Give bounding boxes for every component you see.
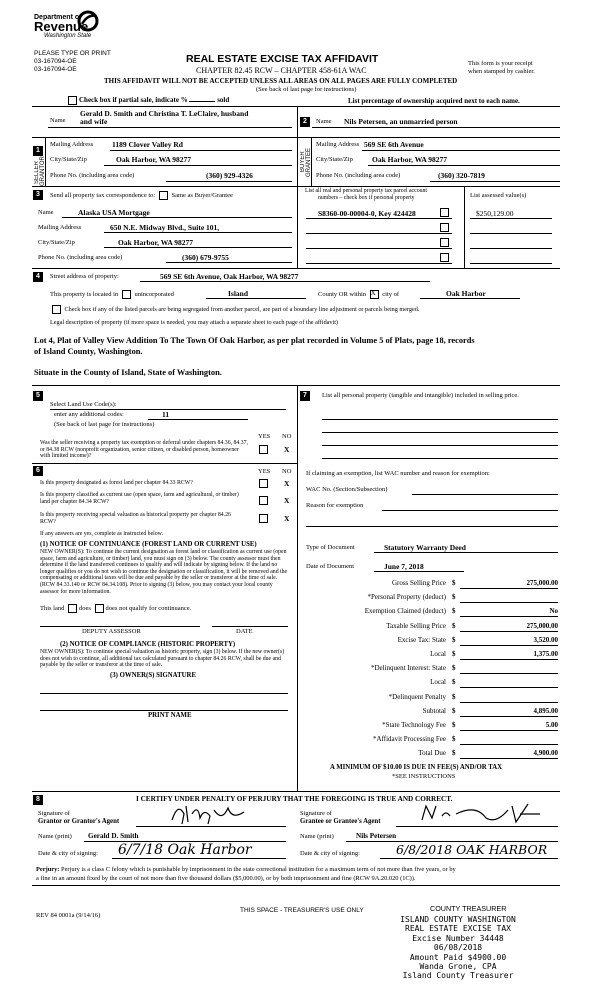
- stamp-line: REAL ESTATE EXCISE TAX: [405, 924, 511, 934]
- parcel-personal-checkbox-1[interactable]: [440, 208, 449, 217]
- tax-row-dollar-sign: $: [452, 692, 456, 701]
- tax-row-label: Excise Tax: State: [397, 635, 446, 644]
- assessed-value: $250,129.00: [476, 209, 514, 218]
- minimum-fee-note: A MINIMUM OF $10.00 IS DUE IN FEE(S) AND/OR TAX: [330, 764, 503, 771]
- form-title: REAL ESTATE EXCISE TAX AFFIDAVIT: [186, 53, 379, 65]
- parcel-header-2: numbers – check box if personal property: [318, 195, 415, 201]
- tax-row-dollar-sign: $: [452, 735, 456, 744]
- see-instructions: *SEE INSTRUCTIONS: [392, 773, 456, 780]
- tax-row-dollar-sign: $: [452, 650, 456, 658]
- tax-row-label: *Delinquent Interest: State: [370, 664, 446, 673]
- tax-row-dollar-sign: $: [452, 607, 456, 616]
- buyer-mailing: 569 SE 6th Avenue: [364, 140, 424, 149]
- tax-row-value: 3,520.00: [533, 635, 558, 644]
- current-use-question: Is this property classified as current use (open space, farm and agricultural, or timber) land per chapter 84.34 RCW?: [40, 492, 239, 505]
- tax-mailing: 650 N.E. Midway Blvd., Suite 101,: [110, 223, 220, 232]
- historic-question: Is this property receiving special valuation as historical property per chapter 84.26 RCW?: [40, 512, 231, 525]
- land-qualify-row: This land does does not qualify for continuance.: [40, 604, 192, 612]
- stamp-line: ISLAND COUNTY WASHINGTON: [400, 915, 516, 924]
- doc-type-label: Type of Document: [306, 544, 355, 551]
- deputy-assessor-label: DEPUTY ASSESSOR: [82, 628, 141, 635]
- buyer-mailing-label: Mailing Address: [316, 141, 360, 148]
- section-5-number: 5: [33, 391, 43, 401]
- grantor-sig-label-2: Grantor or Grantor's Agent: [38, 818, 120, 825]
- print-label: PLEASE TYPE OR PRINT: [34, 50, 111, 57]
- personal-property-label: List all personal property (tangible and intangible) included in selling price.: [322, 392, 519, 399]
- notice2-body: NEW OWNER(S): To continue special valuation as historic property, sign (3) below. If the new owner(s) does not wish to continue, all additional tax calculated pursuant to chapter 84.26 RCW, shall be due and payable by the seller or transferor at the time of sale.: [40, 649, 285, 669]
- tax-row-dollar-sign: $: [452, 678, 456, 687]
- tax-row-dollar-sign: $: [452, 706, 456, 715]
- tax-row-label: *Delinquent Penalty: [388, 692, 446, 701]
- exemption-answer: X: [284, 445, 290, 454]
- tax-row-dollar-sign: $: [452, 749, 456, 758]
- acceptance-warning: THIS AFFIDAVIT WILL NOT BE ACCEPTED UNLESS ALL AREAS ON ALL PAGES ARE FULLY COMPLETED: [104, 77, 458, 85]
- seller-city-label: City/State/Zip: [50, 156, 87, 163]
- legal-label: Legal description of property (if more space is needed, you may attach a separate sheet to each page of the affidavit): [50, 319, 338, 326]
- grantor-sig-label-1: Signature of: [38, 810, 70, 817]
- tax-row-value: 275,000.00: [526, 621, 558, 630]
- current-use-answer: X: [284, 496, 290, 505]
- tax-row-label: Total Due: [418, 749, 446, 758]
- land-use-code: 11: [162, 410, 170, 419]
- seller-name-line2: and wife: [80, 117, 108, 126]
- section5-see-back: (See back of last page for instructions): [54, 421, 155, 428]
- owner-signature-label: (3) OWNER(S) SIGNATURE: [110, 672, 196, 679]
- property-city: Oak Harbor: [446, 289, 486, 298]
- tax-row-dollar-sign: $: [452, 721, 456, 729]
- stamp-line: Amount Paid $4900.00: [409, 952, 507, 962]
- section6-yes: YES: [258, 468, 271, 475]
- seller-mailing-label: Mailing Address: [50, 141, 94, 148]
- grantor-date-label: Date & city of signing:: [38, 850, 98, 857]
- tax-row-dollar-sign: $: [452, 635, 456, 644]
- tax-city: Oak Harbor, WA 98277: [118, 238, 194, 247]
- seller-mailing: 1189 Clover Valley Rd: [112, 140, 183, 149]
- land-does-not-checkbox[interactable]: [95, 604, 104, 613]
- parcel-personal-checkbox-3[interactable]: [440, 238, 449, 247]
- assessor-date-label: DATE: [236, 628, 253, 635]
- tax-row-label: *Personal Property (deduct): [367, 593, 446, 602]
- tax-row-label: Subtotal: [422, 706, 446, 715]
- doc-date-label: Date of Document: [306, 563, 355, 570]
- grantor-date-city: 6/7/18 Oak Harbor: [118, 842, 252, 858]
- seller-phone-label: Phone No. (including area code): [50, 172, 135, 179]
- grantee-sig-label-2: Grantee or Grantee's Agent: [300, 818, 381, 825]
- buyer-side-label: BUYER GRANTEE: [300, 147, 312, 177]
- perjury-line-1: Perjury: Perjury is a class C felony which is punishable by imprisonment in the state correctional institution for a maximum term of not more than five years, or by: [36, 866, 456, 873]
- notice1-title: (1) NOTICE OF CONTINUANCE (FOREST LAND OR CURRENT USE): [40, 541, 257, 548]
- located-row: This property is located in unincorporated: [50, 290, 174, 298]
- legal-line-1: Lot 4, Plat of Valley View Addition To The Town Of Oak Harbor, as per plat recorded in Volume 5 of Plats, page 18, records: [34, 336, 475, 345]
- tax-row-label: Gross Selling Price: [391, 579, 446, 587]
- grantor-name: Gerald D. Smith: [88, 832, 139, 840]
- wac-label: WAC No. (Section/Subsection): [306, 486, 388, 493]
- grantor-name-label: Name (print): [38, 833, 72, 840]
- dor-logo: [34, 14, 91, 40]
- grantor-signature-icon: [168, 800, 252, 826]
- notice2-title: (2) NOTICE OF COMPLIANCE (HISTORIC PROPERTY): [60, 641, 236, 648]
- forest-answer: X: [284, 479, 290, 488]
- section-8-number: 8: [33, 795, 43, 805]
- street-label: Street address of property:: [50, 273, 119, 280]
- segregated-checkbox[interactable]: [52, 305, 61, 314]
- stamp-line: Wanda Grone, CPA: [419, 962, 497, 972]
- situate-line: Situate in the County of Island, State of Washington.: [34, 368, 222, 377]
- tax-row-value: 5.00: [545, 721, 558, 729]
- tax-row-label: Local: [430, 678, 446, 687]
- parcel-number: S8360-00-00004-0, Key 424428: [318, 209, 416, 218]
- tax-mailing-label: Mailing Address: [38, 224, 82, 231]
- segregated-row: Check box if any of the listed parcels are being segregated from another parcel, are part of a boundary line adjustment or parcels being merged.: [50, 305, 419, 314]
- tax-phone-label: Phone No. (including area code): [38, 254, 123, 261]
- seller-city: Oak Harbor, WA 98277: [116, 155, 192, 164]
- buyer-city: Oak Harbor, WA 98277: [372, 155, 448, 164]
- dept-line3: Washington State: [44, 33, 92, 39]
- tax-city-label: City/State/Zip: [38, 239, 75, 246]
- see-back-note: (See back of last page for instructions): [256, 86, 357, 93]
- receipt-note-2: when stamped by cashier.: [468, 68, 535, 75]
- section-3-number: 3: [33, 190, 43, 200]
- parcel-header-1: List all real and personal property tax parcel account: [305, 188, 428, 194]
- tax-phone: (360) 679-9755: [182, 253, 229, 262]
- tax-row-label: Taxable Selling Price: [386, 621, 446, 630]
- form-number-2: 03-167094-OE: [34, 66, 77, 73]
- parcel-personal-checkbox-4[interactable]: [440, 253, 449, 262]
- within-city-checkbox[interactable]: X: [370, 290, 379, 299]
- section5-yes: YES: [258, 433, 271, 440]
- treasurer-space-label: THIS SPACE - TREASURER'S USE ONLY: [240, 907, 364, 914]
- grantee-signature-icon: [416, 800, 546, 826]
- stamp-line: Island County Treasurer: [402, 971, 514, 981]
- seller-name-label: Name: [50, 117, 66, 124]
- receipt-note-1: This form is your receipt: [468, 60, 533, 67]
- partial-sale-checkbox[interactable]: [68, 96, 77, 105]
- dept-line1: Department of: [34, 14, 82, 21]
- property-street: 569 SE 6th Avenue, Oak Harbor, WA 98277: [160, 272, 299, 281]
- tax-row-label: *Affidavit Processing Fee: [373, 735, 446, 744]
- grantee-name-label: Name (print): [300, 833, 334, 840]
- parcel-personal-checkbox-2[interactable]: [440, 223, 449, 232]
- tax-row-label: *State Technology Fee: [382, 721, 446, 729]
- section-6-number: 6: [33, 466, 43, 476]
- rev-number: REV 84 0001a (9/14/16): [36, 912, 101, 919]
- ownership-note: List percentage of ownership acquired next to each name.: [348, 97, 520, 105]
- tax-name: Alaska USA Mortgage: [78, 208, 150, 217]
- tax-row-label: Local: [430, 650, 446, 658]
- dept-line2: Revenue: [34, 19, 89, 34]
- section5-no: NO: [282, 433, 292, 440]
- same-as-buyer-checkbox[interactable]: [159, 191, 168, 200]
- current-use-yes-checkbox[interactable]: [259, 496, 268, 505]
- tax-row-label: Exemption Claimed (deduct): [364, 607, 446, 616]
- legal-line-2: of Island County, Washington.: [34, 347, 143, 356]
- additional-codes-label: enter any additional codes:: [54, 411, 124, 418]
- tax-row-dollar-sign: $: [452, 664, 456, 673]
- exemption-question: Was the seller receiving a property tax exemption or deferral under chapters 84.36, 84.37, or 84.38 RCW (nonprofit organization, senior citizen, or disabled person, homeowner with limited income)?: [40, 440, 248, 460]
- section-1-number: 1: [33, 146, 43, 156]
- tax-row-dollar-sign: $: [452, 621, 456, 630]
- if-yes-note: If any answers are yes, complete as instructed below.: [40, 531, 163, 537]
- print-name-label: PRINT NAME: [148, 712, 192, 719]
- notice1-body: NEW OWNER(S): To continue the current designation as forest land or classification as current use (open space, farm and agriculture, or timber) land, you must sign on (3) below. The county assessor must then determine if the land transferred continues to qualify and will indicate by signing below. If the land no longer qualifies or you do not wish to continue the designation or classification, it will be removed and the compensating or additional taxes will be due and payable by the seller or transferor at the time of sale. (RCW 84.33.140 or RCW 84.34.108). Prior to signing (3) below, you may contact your local county assessor for more information.: [40, 549, 288, 595]
- form-chapter: CHAPTER 82.45 RCW – CHAPTER 458-61A WAC: [196, 66, 367, 75]
- grantee-name: Nils Petersen: [356, 832, 397, 840]
- buyer-phone: (360) 320-7819: [438, 171, 485, 180]
- buyer-city-label: City/State/Zip: [316, 156, 353, 163]
- tax-row-value: No: [549, 607, 558, 616]
- buyer-phone-label: Phone No. (including area code): [316, 172, 401, 179]
- section-4-number: 4: [33, 272, 43, 282]
- assessed-header: List assessed value(s): [470, 192, 527, 199]
- exemption-claim-label: If claiming an exemption, list WAC number and reason for exemption:: [306, 470, 490, 477]
- seller-phone: (360) 929-4326: [206, 171, 253, 180]
- forest-question: Is this property designated as forest land per chapter 84.33 RCW?: [40, 480, 193, 486]
- section-7-number: 7: [300, 391, 310, 401]
- historic-yes-checkbox[interactable]: [259, 514, 268, 523]
- tax-row-value: 4,900.00: [533, 749, 558, 758]
- tax-row-dollar-sign: $: [452, 579, 456, 587]
- tax-row-dollar-sign: $: [452, 593, 456, 602]
- grantee-date-label: Date & city of signing:: [300, 850, 360, 857]
- county-treasurer-label: COUNTY TREASURER: [430, 904, 507, 913]
- buyer-name: Nils Petersen, an unmarried person: [344, 117, 458, 126]
- section6-no: NO: [282, 468, 292, 475]
- tax-row-value: 275,000.00: [526, 579, 558, 587]
- tax-row-value: 4,895.00: [533, 706, 558, 715]
- grantee-date-city: 6/8/2018 OAK HARBOR: [396, 842, 548, 857]
- historic-answer: X: [284, 514, 290, 523]
- doc-date: June 7, 2018: [384, 562, 424, 571]
- treasurer-stamp: [358, 915, 558, 981]
- stamp-line: 06/08/2018: [433, 943, 483, 953]
- grantee-sig-label-1: Signature of: [300, 810, 332, 817]
- tax-row-value: 1,375.00: [533, 650, 558, 658]
- perjury-line-2: a fine in an amount fixed by the court of not more than five thousand dollars ($5,000.00), or by both imprisonment and fine (RCW 9A.20.020 (1C)).: [36, 875, 416, 882]
- section-2-number: 2: [300, 117, 310, 127]
- forest-yes-checkbox[interactable]: [259, 479, 268, 488]
- dor-swirl-icon: [76, 10, 100, 32]
- stamp-line: Excise Number 34448: [412, 933, 504, 943]
- seller-side-label: SELLER GRANTOR: [34, 156, 46, 186]
- property-county: Island: [228, 289, 249, 298]
- certify-statement: I CERTIFY UNDER PENALTY OF PERJURY THAT THE FOREGOING IS TRUE AND CORRECT.: [136, 795, 453, 803]
- county-or-row: County OR within X city of: [318, 289, 400, 298]
- tax-name-label: Name: [38, 209, 54, 216]
- reason-label: Reason for exemption: [306, 502, 364, 509]
- seller-name-line1: Gerald D. Smith and Christina T. LeClaire, husband: [80, 109, 249, 118]
- partial-sale-row: Check box if partial sale, indicate % sold: [66, 96, 229, 105]
- tax-corr-row: Send all property tax correspondence to: Same as Buyer/Grantee: [50, 191, 233, 199]
- land-use-label: Select Land Use Code(s):: [50, 401, 117, 408]
- doc-type: Statutory Warranty Deed: [384, 543, 466, 552]
- unincorporated-checkbox[interactable]: [122, 290, 131, 299]
- form-number-1: 03-167094-OE: [34, 58, 77, 65]
- land-does-checkbox[interactable]: [68, 604, 77, 613]
- buyer-name-label: Name: [316, 118, 332, 125]
- exemption-yes-checkbox[interactable]: [259, 445, 268, 454]
